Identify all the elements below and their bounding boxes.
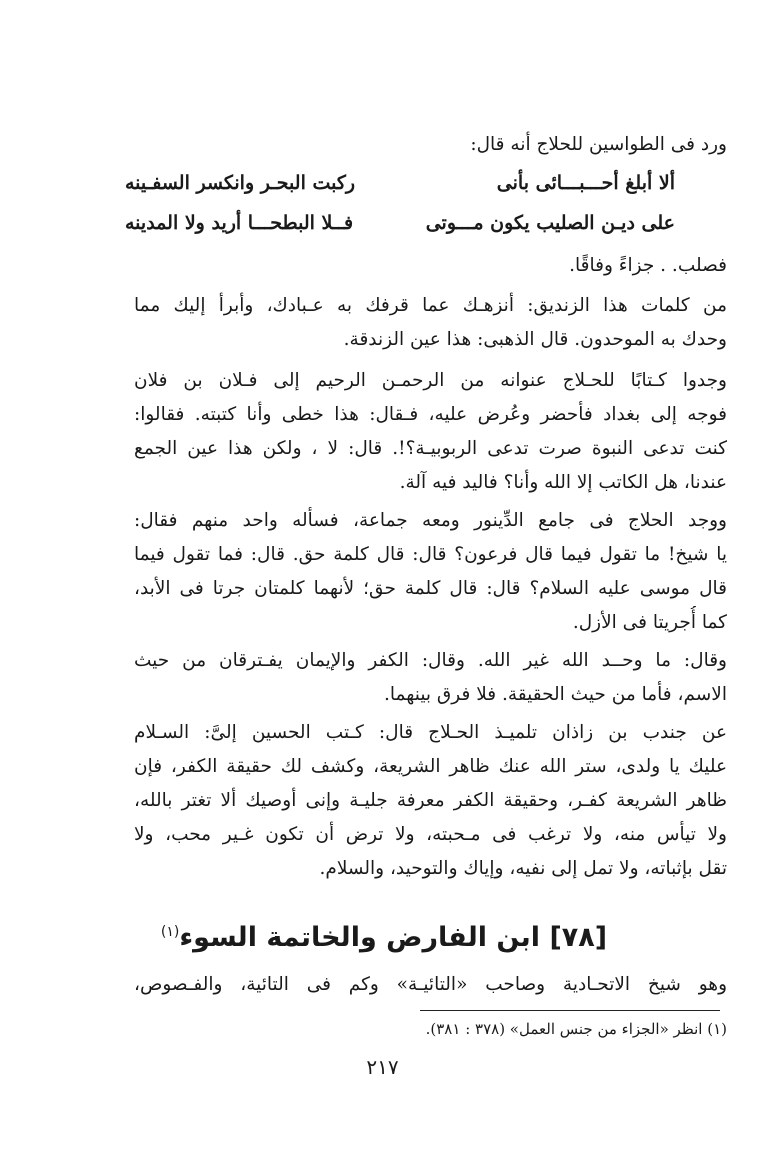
text-line: وهو شيخ الاتحـادية وصاحب «التائيـة» وكم فى التائية، والفـصوص،	[134, 974, 727, 995]
page-number: ٢١٧	[366, 1055, 399, 1079]
text-line: وقال: ما وحــد الله غير الله. وقال: الكفر والإيمان يفـترقان من حيث	[134, 650, 727, 671]
text-line: كما أُجريتا فى الأزل.	[572, 612, 727, 633]
footnote-marker: (١)	[160, 924, 180, 940]
text-line: ووجد الحلاج فى جامع الدِّينور ومعه جماعة، فسأله واحد منهم فقال:	[134, 510, 727, 531]
footnote-divider	[420, 1010, 720, 1011]
section-heading-text: [٧٨] ابن الفارض والخاتمة السوء	[179, 922, 608, 953]
text-line: وحدك به الموحدون. قال الذهبى: هذا عين الزندقة.	[343, 329, 727, 350]
text-line: ظاهر الشريعة كفـر، وحقيقة الكفر معرفة جليـة وإنى أوصيك ألا تغتر بالله،	[134, 790, 727, 811]
footnote: (١) انظر «الجزاء من جنس العمل» (٣٧٨ : ٣٨١).	[425, 1020, 727, 1038]
verse-2-first-hemistich: على ديـن الصليب يكون مـــوتى	[425, 212, 675, 234]
text-line: فوجه إلى بغداد فأحضر وعُرض عليه، فـقال: هذا خطى وأنا كتبته. فقالوا:	[134, 404, 727, 425]
text-line: كنت تدعى النبوة صرت تدعى الربوبيـة؟!. قال: لا ، ولكن هذا عين الجمع	[134, 438, 727, 459]
text-line: عليك يا ولدى، ستر الله عنك ظاهر الشريعة، وكشف لك حقيقة الكفر، فإن	[134, 756, 727, 777]
text-line: ولا تيأس منه، ولا ترغب فى مـحبته، ولا ترض أن تكون غـير محب، ولا	[134, 824, 727, 845]
verse-1-second-hemistich: ركبت البحـر وانكسر السفـينه	[125, 172, 356, 194]
text-line: فصلب. . جزاءً وفاقًا.	[569, 255, 727, 276]
verse-1-first-hemistich: ألا أبلغ أحـــبـــائى بأنى	[496, 172, 675, 194]
text-line: الاسم، فأما من حيث الحقيقة. فلا فرق بينهما.	[384, 684, 727, 705]
text-line: تقل بإثباته، ولا تمل إلى نفيه، وإياك والتوحيد، والسلام.	[319, 858, 727, 879]
verse-2-second-hemistich: فــلا البطحـــا أريد ولا المدينه	[125, 212, 354, 234]
text-line: عندنا، هل الكاتب إلا الله وأنا؟ فاليد فيه آلة.	[399, 472, 727, 493]
section-heading	[134, 910, 634, 960]
text-line: يا شيخ! ما تقول فيما قال فرعون؟ قال: قال كلمة حق. قال: فما تقول فيما	[134, 544, 727, 565]
text-line: من كلمات هذا الزنديق: أنزهـك عما قرفك به عـبادك، وأبرأ إليك مما	[134, 295, 727, 316]
text-line: عن جندب بن زاذان تلميـذ الحـلاج قال: كـتب الحسين إلىَّ: السـلام	[134, 722, 727, 743]
intro-line: ورد فى الطواسين للحلاج أنه قال:	[470, 134, 727, 155]
text-line: وجدوا كـتابًا للحـلاج عنوانه من الرحمـن الرحيم إلى فـلان بن فلان	[134, 370, 727, 391]
text-line: قال موسى عليه السلام؟ قال: قال كلمة حق؛ لأنهما كلمتان جرتا فى الأبد،	[134, 578, 727, 599]
